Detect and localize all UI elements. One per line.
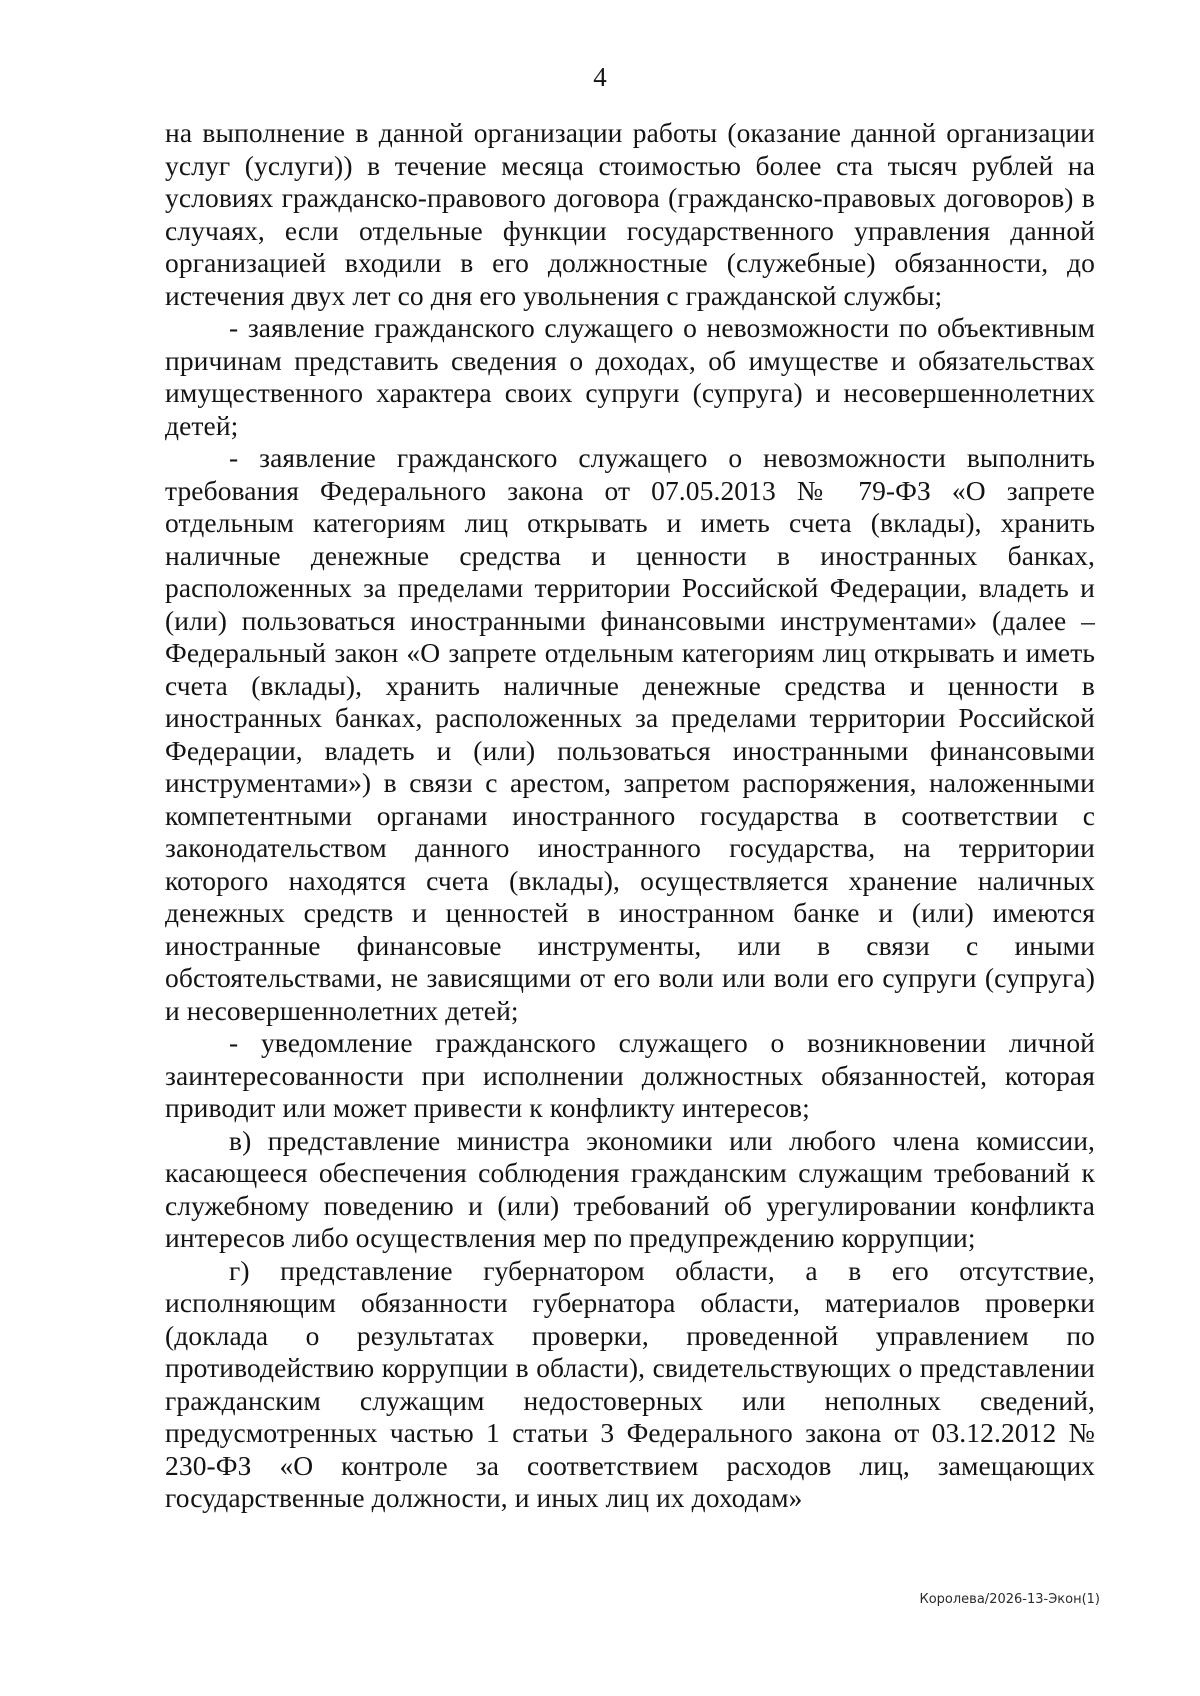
page-number: 4	[593, 62, 607, 92]
paragraph-foreign-accounts: - заявление гражданского служащего о невозможности выполнить требования Федерального закона от 07.05.2013 № 79-ФЗ «О запрете отдельным категориям лиц открывать и иметь счета (вклады), хранить наличные денежные средства и ценности в иностранных банках, расположенных за пределами территории Российской Федерации, владеть и (или) пользоваться иностранными финансовыми инструментами» (далее – Федеральный закон «О запрете отдельным категориям лиц открывать и иметь счета (вклады), хранить наличные денежные средства и ценности в иностранных банках, расположенных за пределами территории Российской Федерации, владеть и (или) пользоваться иностранными финансовыми инструментами») в связи с арестом, запретом распоряжения, наложенными компетентными органами иностранного государства в соответствии с законодательством данного иностранного государства, на территории которого находятся счета (вклады), осуществляется хранение наличных денежных средств и ценностей в иностранном банке и (или) имеются иностранные финансовые инструменты, или в связи с иными обстоятельствами, не зависящими от его воли или воли его супруги (супруга) и несовершеннолетних детей;	[165, 442, 1095, 1026]
document-body	[165, 117, 1095, 1515]
paragraph-item-g: г) представление губернатором области, а в его отсутствие, исполняющим обязанности губернатора области, материалов проверки (доклада о результатах проверки, проведенной управлением по противодействию коррупции в области), свидетельствующих о представлении гражданским служащим недостоверных или неполных сведений, предусмотренных частью 1 статьи 3 Федерального закона от 03.12.2012 № 230-ФЗ «О контроле за соответствием расходов лиц, замещающих государственные должности, и иных лиц их доходам»	[165, 1254, 1095, 1513]
footer-document-code: Королева/2026-13-Экон(1)	[919, 1592, 1100, 1607]
paragraph-income-statement: - заявление гражданского служащего о невозможности по объективным причинам представить сведения о доходах, об имуществе и обязательствах имущественного характера своих супруги (супруга) и несовершеннолетних детей;	[165, 312, 1095, 441]
paragraph-item-v: в) представление министра экономики или любого члена комиссии, касающееся обеспечения соблюдения гражданским служащим требований к служебному поведению и (или) требований об урегулировании конфликта интересов либо осуществления мер по предупреждению коррупции;	[165, 1124, 1095, 1253]
paragraph-continuation: на выполнение в данной организации работы (оказание данной организации услуг (услуги)) в течение месяца стоимостью более ста тысяч рублей на условиях гражданско-правового договора (гражданско-правовых договоров) в случаях, если отдельные функции государственного управления данной организацией входили в его должностные (служебные) обязанности, до истечения двух лет со дня его увольнения с гражданской службы;	[165, 117, 1095, 311]
paragraph-conflict-notice: - уведомление гражданского служащего о возникновении личной заинтересованности при исполнении должностных обязанностей, которая приводит или может привести к конфликту интересов;	[165, 1027, 1095, 1123]
